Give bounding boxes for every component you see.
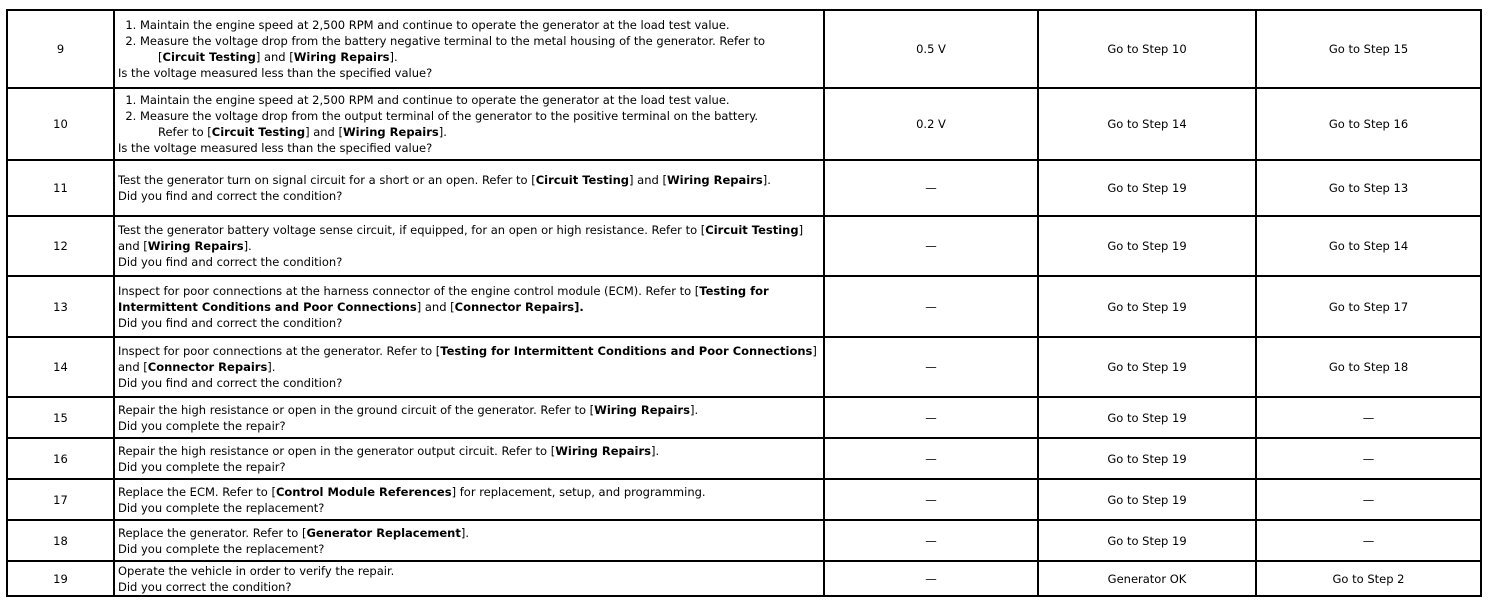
- yes-result: Go to Step 14: [1038, 88, 1256, 160]
- text-segment: ].: [650, 443, 660, 458]
- text-segment: ] for replacement, setup, and programming.: [451, 484, 706, 499]
- step-number: 17: [7, 479, 114, 520]
- yes-result: Go to Step 19: [1038, 397, 1256, 438]
- action-cell: [114, 10, 824, 88]
- action-text: [118, 443, 820, 459]
- reference-link-text: Connector Repairs]: [454, 299, 580, 314]
- table-row: [7, 10, 1481, 88]
- yes-result: Go to Step 19: [1038, 276, 1256, 337]
- text-segment: ].: [267, 360, 276, 374]
- step-number: 15: [7, 397, 114, 438]
- table-row: [7, 276, 1481, 337]
- action-cell: [114, 337, 824, 397]
- text-segment: ].: [460, 525, 470, 540]
- action-steps-list: [118, 17, 820, 49]
- reference-link-text: Testing for Intermittent Conditions and Poor Connections: [440, 344, 813, 358]
- table-row: [7, 337, 1481, 397]
- reference-link-text: Wiring Repairs: [594, 402, 690, 417]
- yes-result: Generator OK: [1038, 561, 1256, 596]
- text-segment: [: [158, 50, 163, 64]
- action-text: [118, 343, 820, 375]
- action-question: Is the voltage measured less than the specified value?: [118, 141, 433, 155]
- reference-link-text: .: [579, 299, 584, 314]
- text-segment: Inspect for poor connections at the generator. Refer to [: [118, 344, 441, 358]
- reference-link-text: Testing for Intermittent Conditions and Poor Connections: [118, 283, 769, 314]
- action-text: [118, 525, 820, 541]
- specified-value: —: [824, 160, 1038, 216]
- action-question: Did you complete the replacement?: [118, 541, 325, 556]
- specified-value: —: [824, 276, 1038, 337]
- action-question: Did you find and correct the condition?: [118, 376, 343, 390]
- text-segment: ].: [689, 402, 699, 417]
- action-text: [118, 172, 820, 188]
- text-segment: Repair the high resistance or open in the generator output circuit. Refer to [: [118, 443, 556, 458]
- step-number: 10: [7, 88, 114, 160]
- reference-link-text: Wiring Repairs: [293, 50, 390, 64]
- specified-value: —: [824, 438, 1038, 479]
- action-cell: [114, 479, 824, 520]
- table-row: [7, 561, 1481, 596]
- specified-value: —: [824, 479, 1038, 520]
- reference-line: [118, 124, 820, 140]
- text-segment: Test the generator turn on signal circuit for a short or an open. Refer to [: [118, 173, 536, 187]
- no-result: Go to Step 18: [1256, 337, 1481, 397]
- step-number: 14: [7, 337, 114, 397]
- action-question: Is the voltage measured less than the specified value?: [118, 66, 433, 80]
- reference-line: [118, 49, 820, 65]
- reference-link-text: Wiring Repairs: [147, 239, 244, 253]
- text-segment: ] and [: [255, 50, 294, 64]
- yes-result: Go to Step 10: [1038, 10, 1256, 88]
- action-cell: [114, 216, 824, 276]
- text-segment: ].: [389, 50, 398, 64]
- yes-result: Go to Step 19: [1038, 479, 1256, 520]
- no-result: —: [1256, 520, 1481, 561]
- table-row: [7, 520, 1481, 561]
- text-segment: Test the generator battery voltage sense circuit, if equipped, for an open or high resistance. Refer to [: [118, 223, 706, 237]
- step-number: 16: [7, 438, 114, 479]
- yes-result: Go to Step 19: [1038, 438, 1256, 479]
- text-segment: ].: [438, 125, 447, 139]
- step-number: 11: [7, 160, 114, 216]
- no-result: Go to Step 14: [1256, 216, 1481, 276]
- action-question: Did you find and correct the condition?: [118, 189, 343, 203]
- action-text: [118, 222, 820, 254]
- text-segment: Replace the ECM. Refer to [: [118, 484, 276, 499]
- reference-link-text: Generator Replacement: [306, 525, 461, 540]
- action-text: [118, 283, 820, 315]
- action-question: Did you complete the repair?: [118, 418, 286, 433]
- reference-link-text: Connector Repairs: [147, 360, 268, 374]
- yes-result: Go to Step 19: [1038, 160, 1256, 216]
- table-row: [7, 397, 1481, 438]
- table-row: [7, 216, 1481, 276]
- action-step-item: 2. Measure the voltage drop from the battery negative terminal to the metal housing of the generator. Refer to: [140, 33, 820, 49]
- text-segment: Inspect for poor connections at the harness connector of the engine control module (ECM). Refer to [: [118, 283, 700, 298]
- specified-value: —: [824, 216, 1038, 276]
- action-text: [118, 484, 820, 500]
- action-question: Did you complete the replacement?: [118, 500, 325, 515]
- no-result: —: [1256, 479, 1481, 520]
- text-segment: Repair the high resistance or open in the ground circuit of the generator. Refer to [: [118, 402, 595, 417]
- action-cell: [114, 397, 824, 438]
- text-segment: ] and [: [416, 299, 455, 314]
- reference-link-text: Circuit Testing: [211, 125, 306, 139]
- action-text: [118, 402, 820, 418]
- text-segment: ].: [243, 239, 252, 253]
- reference-link-text: Wiring Repairs: [555, 443, 651, 458]
- no-result: Go to Step 2: [1256, 561, 1481, 596]
- reference-link-text: Circuit Testing: [535, 173, 630, 187]
- table-row: [7, 438, 1481, 479]
- action-question: Did you correct the condition?: [118, 579, 292, 594]
- action-cell: [114, 88, 824, 160]
- no-result: Go to Step 15: [1256, 10, 1481, 88]
- reference-link-text: Circuit Testing: [162, 50, 256, 64]
- reference-link-text: Wiring Repairs: [343, 125, 439, 139]
- specified-value: 0.5 V: [824, 10, 1038, 88]
- text-segment: Operate the vehicle in order to verify the repair.: [118, 563, 395, 578]
- no-result: —: [1256, 397, 1481, 438]
- action-steps-list: [118, 92, 820, 124]
- reference-link-text: Wiring Repairs: [666, 173, 763, 187]
- diagnostic-table: [6, 9, 1482, 597]
- action-step-item: 1. Maintain the engine speed at 2,500 RPM and continue to operate the generator at the load test value.: [140, 92, 820, 108]
- action-step-item: 1. Maintain the engine speed at 2,500 RPM and continue to operate the generator at the load test value.: [140, 17, 820, 33]
- action-cell: [114, 438, 824, 479]
- table-row: [7, 160, 1481, 216]
- step-number: 9: [7, 10, 114, 88]
- action-question: Did you find and correct the condition?: [118, 315, 343, 330]
- no-result: —: [1256, 438, 1481, 479]
- reference-link-text: Control Module References: [275, 484, 452, 499]
- step-number: 19: [7, 561, 114, 596]
- table-row: [7, 88, 1481, 160]
- yes-result: Go to Step 19: [1038, 216, 1256, 276]
- text-segment: ].: [762, 173, 771, 187]
- text-segment: ] and [: [118, 223, 804, 253]
- yes-result: Go to Step 19: [1038, 520, 1256, 561]
- specified-value: —: [824, 397, 1038, 438]
- specified-value: —: [824, 520, 1038, 561]
- action-text: [118, 563, 820, 579]
- text-segment: Replace the generator. Refer to [: [118, 525, 307, 540]
- specified-value: —: [824, 561, 1038, 596]
- action-cell: [114, 520, 824, 561]
- step-number: 12: [7, 216, 114, 276]
- action-cell: [114, 276, 824, 337]
- no-result: Go to Step 16: [1256, 88, 1481, 160]
- action-cell: [114, 160, 824, 216]
- no-result: Go to Step 13: [1256, 160, 1481, 216]
- reference-link-text: Circuit Testing: [705, 223, 799, 237]
- text-segment: ] and [: [305, 125, 343, 139]
- table-row: [7, 479, 1481, 520]
- step-number: 18: [7, 520, 114, 561]
- specified-value: 0.2 V: [824, 88, 1038, 160]
- step-number: 13: [7, 276, 114, 337]
- no-result: Go to Step 17: [1256, 276, 1481, 337]
- text-segment: Refer to [: [158, 125, 212, 139]
- action-step-item: 2. Measure the voltage drop from the output terminal of the generator to the positive terminal on the battery.: [140, 108, 820, 124]
- diagnostic-table-body: [7, 10, 1481, 596]
- text-segment: ] and [: [118, 344, 817, 374]
- action-cell: [114, 561, 824, 596]
- text-segment: ] and [: [629, 173, 667, 187]
- yes-result: Go to Step 19: [1038, 337, 1256, 397]
- action-question: Did you complete the repair?: [118, 459, 286, 474]
- specified-value: —: [824, 337, 1038, 397]
- action-question: Did you find and correct the condition?: [118, 255, 343, 269]
